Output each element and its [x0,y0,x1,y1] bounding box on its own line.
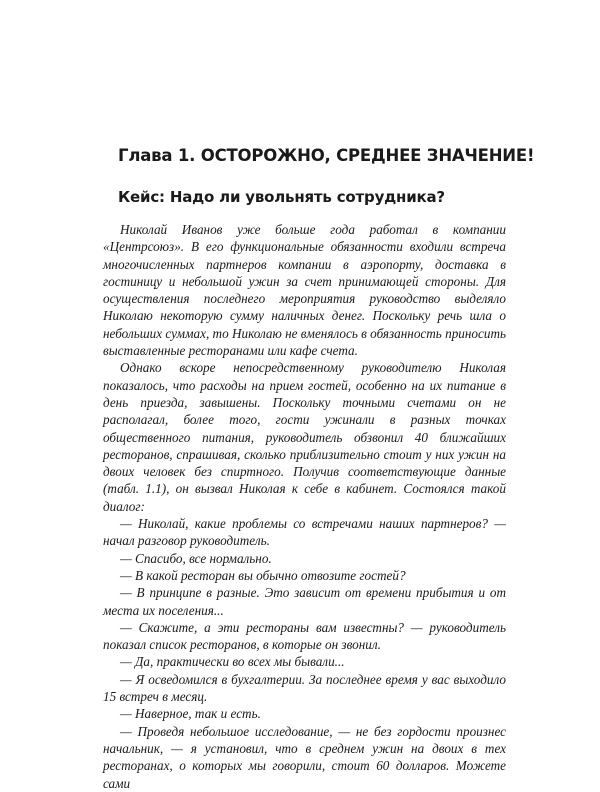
chapter-title: Глава 1. ОСТОРОЖНО, СРЕДНЕЕ ЗНАЧЕНИЕ! [118,146,535,165]
dialogue-line: — Николай, какие проблемы со встречами наших партнеров? — начал разговор руководитель. [103,516,506,549]
dialogue-line: — Да, практически во всех мы бывали... [120,654,345,670]
dialogue-line: — Скажите, а эти рестораны вам известны? — руководитель показал список ресторанов, в которые он звонил. [103,619,506,653]
dialogue-line: — Я осведомился в бухгалтерии. За последнее время у вас выходило 15 встреч в месяц. [103,671,506,705]
dialogue-line: — Наверное, так и есть. [120,706,261,722]
case-body-text [103,221,506,792]
dialogue-line: — В принципе в разные. Это зависит от времени прибытия и от места их поселения... [103,585,506,618]
dialogue-line: — В какой ресторан вы обычно отвозите гостей? [120,567,406,583]
dialogue-line: — Спасибо, все нормально. [120,550,272,566]
paragraph: Однако вскоре непосредственному руководителю Николая показалось, что расходы на прием гостей, особенно на их питание в день приезда, завышены. Поскольку точными счетами он не располагал, более того, гости ужинали в разных точках общественного питания, руководитель обзвонил 40 ближайших ресторанов, спрашивая, сколько приблизительно стоит у них ужин на двоих человек без спиртного. Получив соответствующие данные (табл. 1.1), он вызвал Николая к себе в кабинет. Состоялся такой диалог: [103,360,506,514]
paragraph: Николай Иванов уже больше года работал в компании «Центрсоюз». В его функциональные обязанности входили встреча многочисленных партнеров компании в аэропорту, доставка в гостиницу и небольшой ужин за счет принимающей стороны. Для осуществления последнего мероприятия руководство выделяло Николаю некоторую сумму наличных денег. Поскольку речь шла о небольших суммах, то Николаю не вменялось в обязанность приносить выставленные ресторанами или кафе счета. [103,222,506,359]
dialogue-line: — Проведя небольшое исследование, — не без гордости произнес начальник, — я установил, что в среднем ужин на двоих в тех ресторанах, о которых мы говорили, стоит 60 долларов. Можете сами [103,723,506,791]
case-title: Кейс: Надо ли увольнять сотрудника? [118,188,445,206]
